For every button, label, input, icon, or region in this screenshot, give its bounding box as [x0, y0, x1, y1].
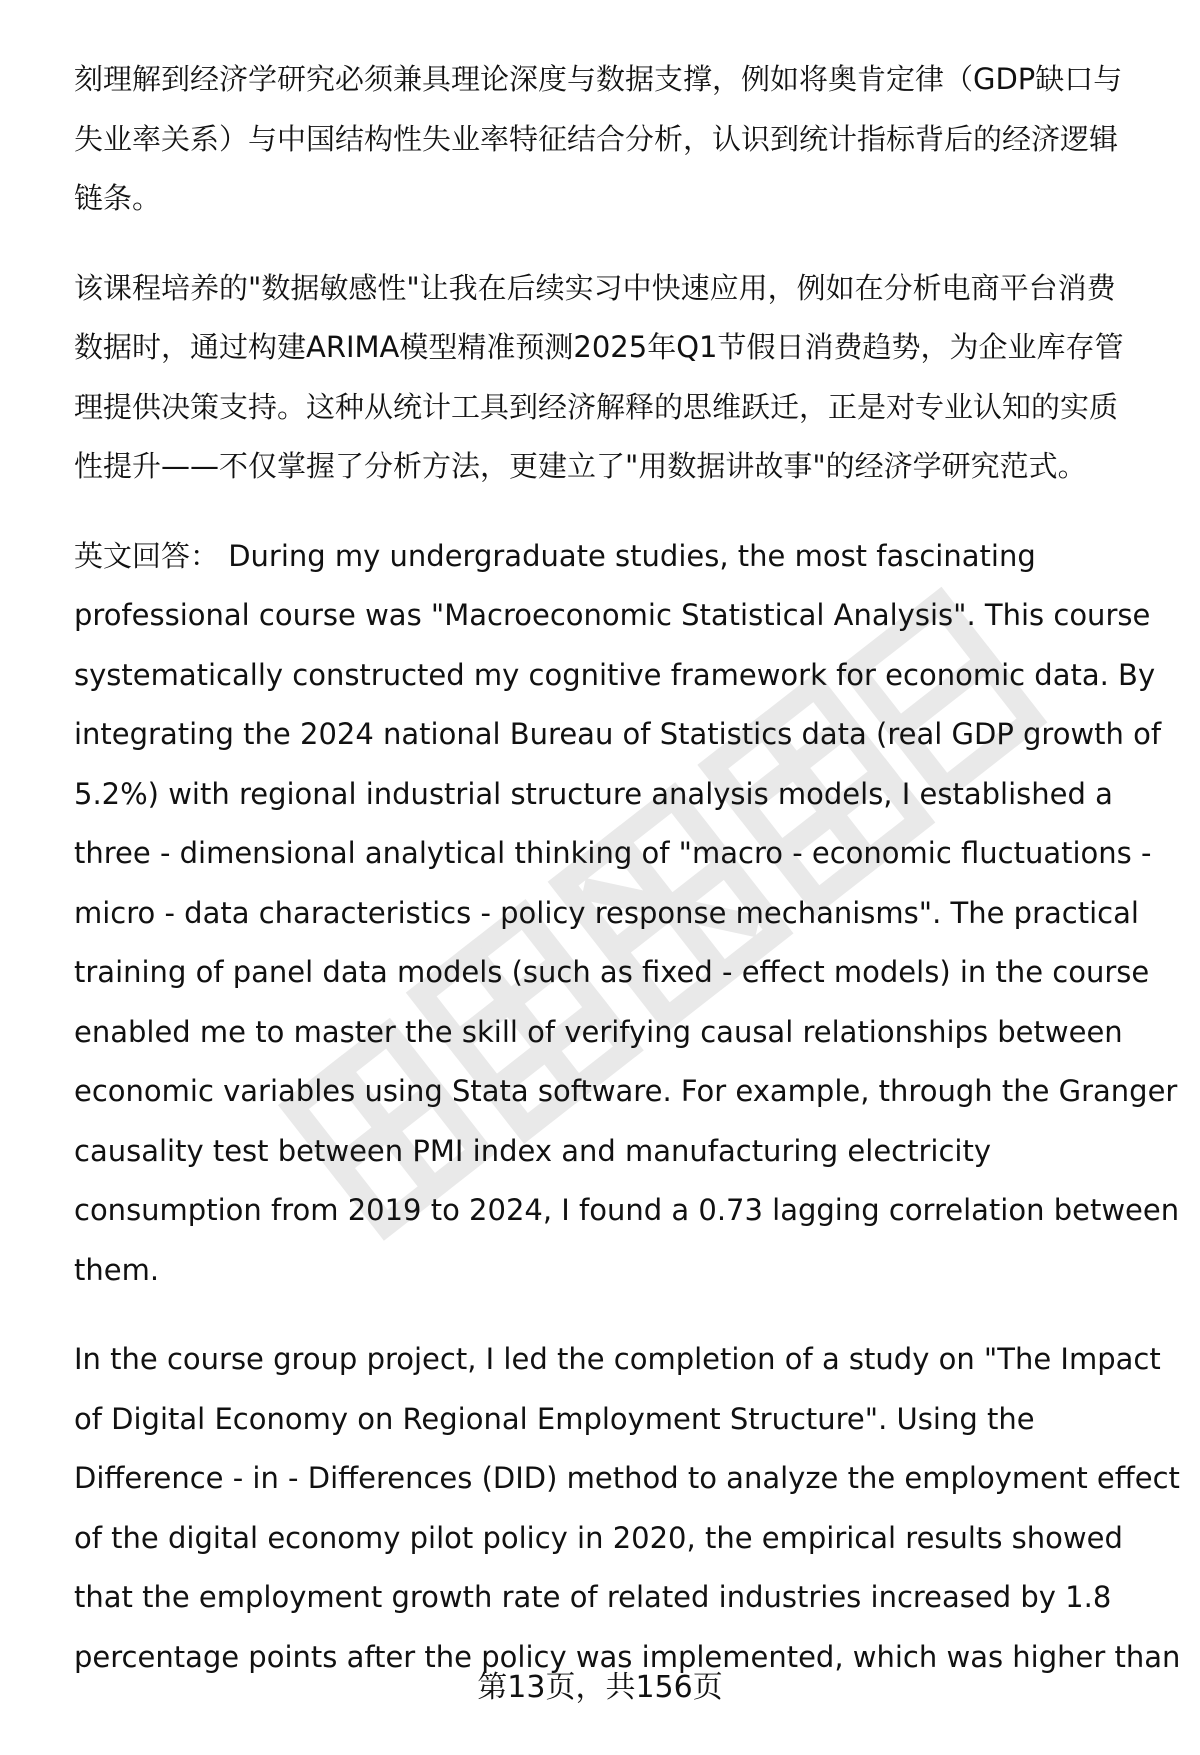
- text-line: causality test between PMI index and manufacturing electricity: [74, 1133, 991, 1168]
- paragraph-cn-2: [74, 259, 1164, 497]
- text-line: 失业率关系）与中国结构性失业率特征结合分析，认识到统计指标背后的经济逻辑: [74, 121, 1119, 156]
- text-line: 理提供决策支持。这种从统计工具到经济解释的思维跃迁，正是对专业认知的实质: [74, 389, 1119, 424]
- text-line: economic variables using Stata software. For example, through the Granger: [74, 1074, 1178, 1108]
- text-line: systematically constructed my cognitive framework for economic data. By: [74, 657, 1156, 692]
- text-line: training of panel data models (such as fixed - effect models) in the course: [74, 955, 1150, 989]
- text-line: of the digital economy pilot policy in 2020, the empirical results showed: [74, 1520, 1123, 1555]
- text-line: micro - data characteristics - policy response mechanisms". The practical: [74, 895, 1139, 930]
- text-line: 刻理解到经济学研究必须兼具理论深度与数据支撑，例如将奥肯定律（GDP缺口与: [74, 62, 1123, 96]
- text-line: In the course group project, I led the completion of a study on "The Impact: [74, 1342, 1161, 1376]
- paragraph-en-1: [74, 527, 1180, 1301]
- text-line: three - dimensional analytical thinking of "macro - economic fluctuations -: [74, 836, 1152, 870]
- text-line: of Digital Economy on Regional Employment Structure". Using the: [74, 1401, 1035, 1436]
- text-line: 5.2%) with regional industrial structure analysis models, I established a: [74, 776, 1113, 811]
- text-line: enabled me to master the skill of verifying causal relationships between: [74, 1014, 1123, 1049]
- paragraph-gap: [74, 229, 1164, 259]
- text-line: them.: [74, 1252, 160, 1287]
- text-line: 链条。: [74, 181, 162, 215]
- text-line: 英文回答： During my undergraduate studies, the most fascinating: [74, 538, 1036, 573]
- text-line: 该课程培养的"数据敏感性"让我在后续实习中快速应用，例如在分析电商平台消费: [74, 270, 1116, 305]
- text-line: integrating the 2024 national Bureau of Statistics data (real GDP growth of: [74, 717, 1162, 751]
- page-number-footer: 第13页，共156页: [477, 1670, 723, 1705]
- document-body: [74, 50, 1181, 1687]
- text-line: that the employment growth rate of related industries increased by 1.8: [74, 1580, 1112, 1614]
- text-line: 性提升——不仅掌握了分析方法，更建立了"用数据讲故事"的经济学研究范式。: [74, 449, 1087, 483]
- paragraph-cn-1: [74, 50, 1164, 229]
- text-line: Difference - in - Differences (DID) method to analyze the employment effect: [74, 1461, 1180, 1495]
- text-line: consumption from 2019 to 2024, I found a 0.73 lagging correlation between: [74, 1193, 1180, 1227]
- paragraph-gap: [74, 1300, 1164, 1330]
- paragraph-gap: [74, 497, 1164, 527]
- paragraph-en-2: [74, 1330, 1181, 1687]
- text-line: percentage points after the policy was implemented, which was higher than: [74, 1639, 1181, 1674]
- text-line: professional course was "Macroeconomic Statistical Analysis". This course: [74, 598, 1151, 632]
- text-line: 数据时，通过构建ARIMA模型精准预测2025年Q1节假日消费趋势，为企业库存管: [74, 330, 1124, 364]
